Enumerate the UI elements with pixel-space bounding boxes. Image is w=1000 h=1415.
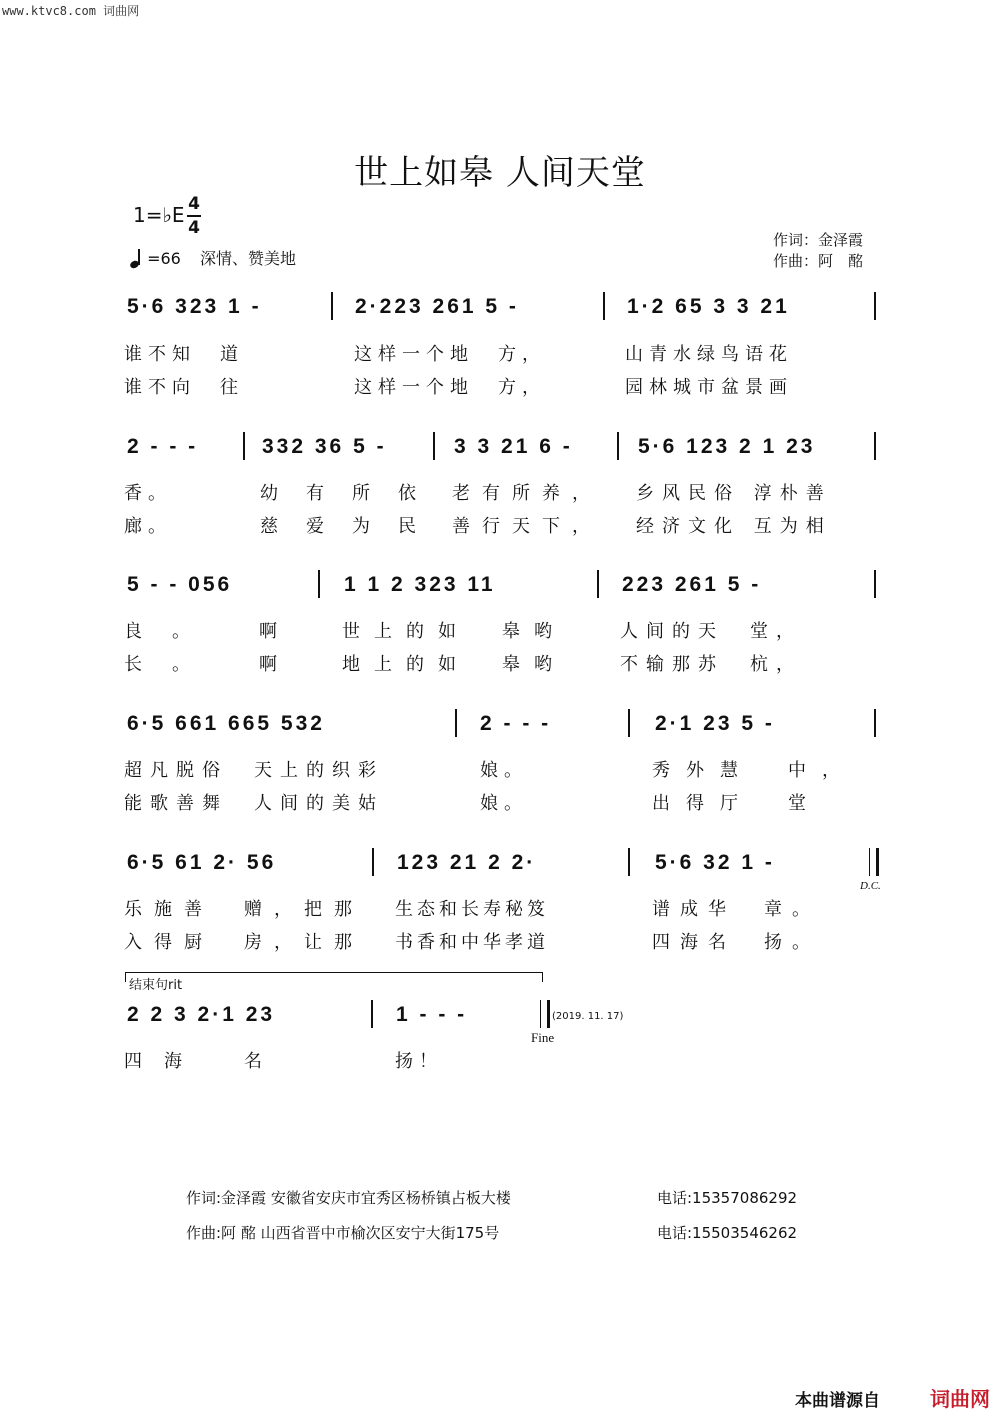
- footer-composer-phone: 电话:15503546262: [657, 1224, 798, 1242]
- lyric-line: 幼有所依: [260, 483, 444, 504]
- measure: 1·2 65 3 3 21: [627, 295, 790, 318]
- measure: 1 - - -: [396, 1003, 468, 1026]
- lyric-line: 四海 名: [124, 1051, 284, 1072]
- key-signature: 1=♭E: [133, 203, 185, 227]
- rit-label: 结束句rit: [129, 978, 183, 993]
- barline: [331, 292, 333, 320]
- lyric-line: 超凡脱俗 天上的织彩: [124, 760, 384, 781]
- lyric-line: 山青水绿鸟语花: [625, 344, 793, 365]
- barline: [372, 848, 374, 876]
- lyric-line: 生态和长寿秘笈: [395, 899, 549, 920]
- lyric-line: 乡风民俗 淳朴善: [636, 483, 832, 504]
- source-label: 本曲谱源自: [795, 1391, 880, 1411]
- song-title: 世上如皋 人间天堂: [354, 153, 646, 193]
- lyric-line: 廊。: [124, 516, 172, 537]
- measure: 3 3 21 6 -: [454, 435, 573, 458]
- lyric-line: 娘。: [480, 760, 528, 781]
- time-sig-top: 4: [188, 194, 200, 214]
- barline: [628, 709, 630, 737]
- lyric-line: 谱成华 章。: [652, 899, 820, 920]
- measure: 6·5 661 665 532: [127, 712, 325, 735]
- site-logo: 词曲网: [930, 1387, 990, 1411]
- lyric-line: 谁不知 道: [124, 344, 244, 365]
- composer-credit: 作曲：阿 酩: [773, 252, 864, 270]
- site-watermark: www.ktvc8.com 词曲网: [2, 4, 140, 18]
- lyric-line: 扬！: [395, 1051, 443, 1072]
- time-signature: [187, 194, 201, 238]
- lyric-line: 入得厨 房，让那: [124, 932, 364, 953]
- rit-bracket: [125, 972, 543, 982]
- footer-lyricist-phone: 电话:15357086292: [657, 1189, 798, 1207]
- lyric-line: 乐施善 赠，把那: [124, 899, 364, 920]
- barline: [874, 292, 876, 320]
- lyric-line: 老有所养，: [452, 483, 602, 504]
- lyric-line: 秀外慧 中，: [652, 760, 856, 781]
- barline: [318, 570, 320, 598]
- barline: [617, 432, 619, 460]
- measure: 332 36 5 -: [262, 435, 387, 458]
- footer-composer-address: 作曲:阿 酩 山西省晋中市榆次区安宁大街175号: [186, 1224, 500, 1242]
- lyric-line: 慈爱为民: [260, 516, 444, 537]
- fine-mark: Fine: [531, 1030, 555, 1045]
- measure: 2·223 261 5 -: [355, 295, 519, 318]
- time-sig-bottom: 4: [188, 218, 200, 238]
- composition-date: (2019. 11. 17): [552, 1011, 624, 1022]
- lyricist-credit: 作词：金泽霞: [773, 231, 864, 249]
- expression-mark: 深情、赞美地: [199, 249, 296, 268]
- lyric-line: 出得厅 堂: [652, 793, 822, 814]
- lyric-line: 长。 啊: [124, 654, 307, 675]
- measure: 6·5 61 2· 56: [127, 851, 277, 874]
- measure: 2·1 23 5 -: [655, 712, 775, 735]
- barline: [597, 570, 599, 598]
- lyric-line: 善行天下，: [452, 516, 602, 537]
- lyric-line: 书香和中华孝道: [395, 932, 549, 953]
- barline: [433, 432, 435, 460]
- final-barline: [540, 1000, 550, 1028]
- lyric-line: 经济文化 互为相: [636, 516, 832, 537]
- lyric-line: 不输那苏 杭，: [620, 654, 802, 675]
- measure: 2 - - -: [127, 435, 199, 458]
- lyric-line: 这样一个地 方，: [354, 377, 546, 398]
- measure: 5·6 123 2 1 23: [638, 435, 816, 458]
- barline: [243, 432, 245, 460]
- barline: [874, 570, 876, 598]
- da-capo-mark: D.C.: [860, 880, 881, 892]
- lyric-line: 世上的如 皋哟: [342, 621, 566, 642]
- tempo-marking: [130, 246, 296, 269]
- measure: 5 - - 056: [127, 573, 233, 596]
- tempo-value: =66: [147, 249, 181, 268]
- lyric-line: 人间的天 堂，: [620, 621, 802, 642]
- lyric-line: 园林城市盆景画: [625, 377, 793, 398]
- measure: 223 261 5 -: [622, 573, 762, 596]
- measure: 5·6 323 1 -: [127, 295, 262, 318]
- lyric-line: 能歌善舞 人间的美姑: [124, 793, 384, 814]
- barline: [371, 1000, 373, 1028]
- barline: [603, 292, 605, 320]
- lyric-line: 良。 啊: [124, 621, 307, 642]
- time-sig-divider: [187, 215, 201, 217]
- lyric-line: 香。: [124, 483, 172, 504]
- lyric-line: 四海名 扬。: [652, 932, 820, 953]
- lyric-line: 娘。: [480, 793, 528, 814]
- barline: [455, 709, 457, 737]
- measure: 5·6 32 1 -: [655, 851, 775, 874]
- barline: [874, 432, 876, 460]
- lyric-line: 这样一个地 方，: [354, 344, 546, 365]
- lyric-line: 谁不向 往: [124, 377, 244, 398]
- double-barline: [869, 848, 879, 876]
- lyric-line: 地上的如 皋哟: [342, 654, 566, 675]
- quarter-note-icon: [130, 248, 142, 268]
- measure: 1 1 2 323 11: [344, 573, 496, 596]
- measure: 123 21 2 2·: [397, 851, 537, 874]
- measure: 2 2 3 2·1 23: [127, 1003, 276, 1026]
- footer-lyricist-address: 作词:金泽霞 安徽省安庆市宜秀区杨桥镇占板大楼: [186, 1189, 511, 1207]
- barline: [874, 709, 876, 737]
- barline: [628, 848, 630, 876]
- measure: 2 - - -: [480, 712, 552, 735]
